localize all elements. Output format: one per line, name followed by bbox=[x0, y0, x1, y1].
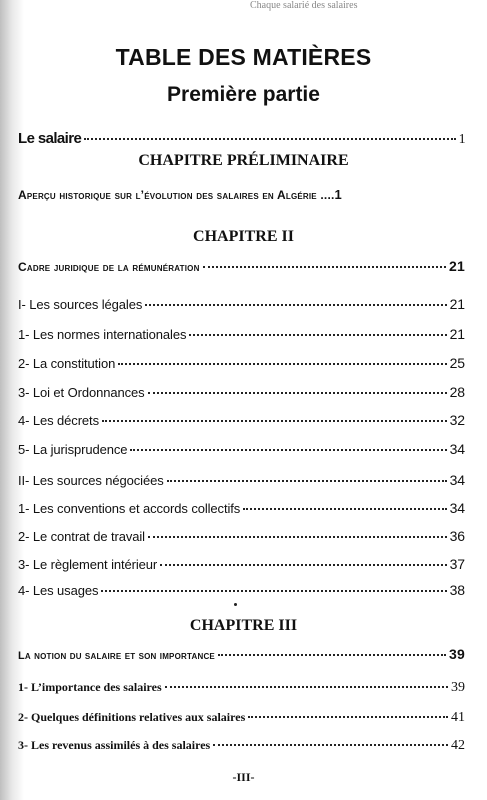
toc-entry-label: II- Les sources négociées bbox=[18, 473, 164, 488]
toc-entry-label: 2- Le contrat de travail bbox=[18, 529, 145, 544]
chapter-heading-preliminaire: CHAPITRE PRÉLIMINAIRE bbox=[138, 152, 349, 169]
page-footer-number: -III- bbox=[232, 770, 255, 784]
page-title: TABLE DES MATIÈRES bbox=[115, 44, 372, 70]
toc-entry-label: 3- Les revenus assimilés à des salaires bbox=[18, 738, 211, 752]
toc-page-number: 21 bbox=[449, 296, 465, 312]
dot-leader bbox=[160, 564, 446, 566]
toc-entry-label: 3- Le règlement intérieur bbox=[18, 557, 158, 572]
toc-row bbox=[18, 500, 465, 516]
dot-leader bbox=[165, 686, 448, 688]
toc-row bbox=[18, 412, 465, 428]
toc-row bbox=[18, 355, 465, 371]
dot-leader bbox=[130, 449, 446, 451]
toc-section-label: La notion du salaire et son importance bbox=[18, 650, 215, 662]
toc-row bbox=[18, 296, 465, 312]
toc-page-number: 34 bbox=[449, 472, 465, 488]
toc-row bbox=[18, 326, 465, 342]
toc-entry-label: 3- Loi et Ordonnances bbox=[18, 385, 145, 400]
toc-page-number: 28 bbox=[449, 384, 465, 400]
dot-leader bbox=[84, 138, 455, 140]
toc-entry-label: 4- Les décrets bbox=[18, 413, 99, 428]
toc-row bbox=[18, 384, 465, 400]
toc-page-number: 41 bbox=[451, 710, 465, 725]
toc-page-number: 34 bbox=[449, 500, 465, 516]
toc-row bbox=[18, 528, 465, 544]
toc-entry-label: 1- Les conventions et accords collectifs bbox=[18, 501, 241, 516]
chapter-heading-iii: CHAPITRE III bbox=[189, 617, 298, 634]
dot-leader bbox=[118, 363, 446, 365]
toc-entry-label: 1- Les normes internationales bbox=[18, 327, 187, 342]
toc-page-number: 32 bbox=[449, 412, 465, 428]
toc-entry-label: 2- La constitution bbox=[18, 356, 116, 371]
toc-section-notion-salaire bbox=[18, 646, 465, 662]
dot-leader bbox=[248, 716, 448, 718]
toc-page-number: 1 bbox=[334, 187, 342, 202]
toc-page-number: 34 bbox=[449, 441, 465, 457]
toc-row bbox=[18, 710, 465, 726]
toc-entry-label: Le salaire bbox=[18, 130, 82, 147]
toc-row-salaire bbox=[18, 130, 465, 148]
toc-section-label: Cadre juridique de la rémunération bbox=[18, 260, 200, 274]
toc-page-number: 25 bbox=[449, 355, 465, 371]
toc-entry-label: 1- L’importance des salaires bbox=[18, 680, 162, 694]
dot-leader bbox=[189, 334, 446, 336]
toc-row bbox=[18, 472, 465, 488]
toc-row-apercu bbox=[18, 187, 467, 202]
toc-page-number: 37 bbox=[449, 556, 465, 572]
toc-row bbox=[18, 441, 465, 457]
toc-page-number: 39 bbox=[449, 646, 465, 662]
toc-row bbox=[18, 582, 465, 598]
dot-leader bbox=[167, 480, 447, 482]
dot-leader bbox=[102, 420, 447, 422]
toc-row bbox=[18, 738, 465, 754]
dot-leader bbox=[203, 266, 446, 268]
toc-page-number: 36 bbox=[449, 528, 465, 544]
toc-row bbox=[18, 556, 465, 572]
header-bleed-through-text: Chaque salarié des salaires bbox=[250, 0, 358, 11]
toc-entry-label: 2- Quelques définitions relatives aux salaires bbox=[18, 710, 246, 724]
toc-page-number: 39 bbox=[451, 680, 465, 695]
toc-entry-label: I- Les sources légales bbox=[18, 297, 143, 312]
part-title: Première partie bbox=[167, 83, 320, 106]
toc-entry-label: 4- Les usages bbox=[18, 583, 99, 598]
dot-leader bbox=[213, 744, 448, 746]
toc-section-cadre-juridique bbox=[18, 258, 465, 274]
toc-page-number: 21 bbox=[449, 326, 465, 342]
toc-page-number: 42 bbox=[451, 738, 465, 753]
toc-page-number: 38 bbox=[449, 582, 465, 598]
toc-page-number: 1 bbox=[458, 132, 465, 147]
dot-leader bbox=[145, 304, 446, 306]
toc-entry-label: 5- La jurisprudence bbox=[18, 442, 128, 457]
stray-dot bbox=[234, 603, 237, 606]
dot-leader bbox=[148, 392, 447, 394]
toc-entry-label: Aperçu historique sur l’évolution des salaires en Algérie .... bbox=[18, 188, 335, 202]
dot-leader bbox=[243, 508, 446, 510]
dot-leader bbox=[148, 536, 447, 538]
toc-page-number: 21 bbox=[449, 258, 465, 274]
dot-leader bbox=[218, 654, 446, 656]
toc-row bbox=[18, 680, 465, 696]
dot-leader bbox=[101, 590, 446, 592]
chapter-heading-ii: CHAPITRE II bbox=[193, 228, 294, 245]
